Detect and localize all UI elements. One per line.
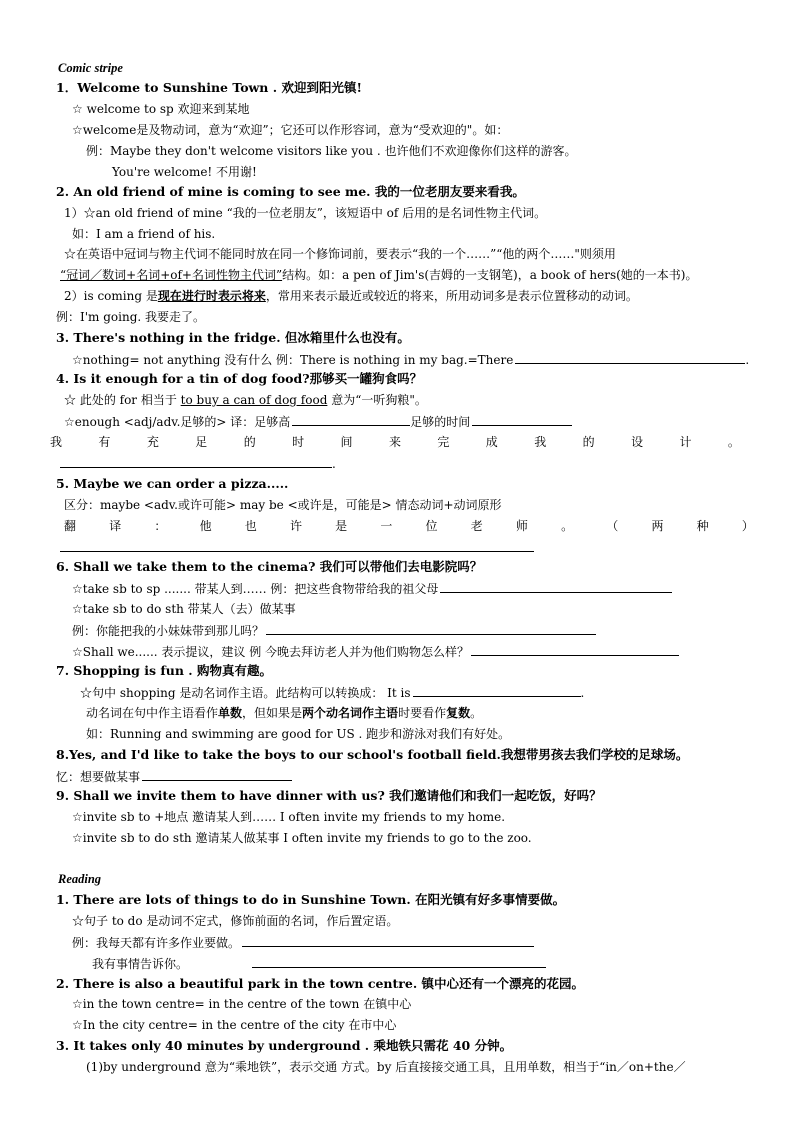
document-line: 如：Running and swimming are good for US . 跑步和游泳对我们有好处。 (86, 727, 511, 741)
text-segment: ，常用来表示最近或较近的将来，所用动词多是表示位置移动的动词。 (265, 289, 638, 303)
document-line: You're welcome! 不用谢! (112, 165, 257, 179)
text-segment: 两个动名词作主语 (302, 706, 399, 720)
spaced-char: 一 (380, 519, 393, 533)
line-text: ☆Shall we...... 表示提议，建议 例 今晚去拜访老人并为他们购物怎么样？ (72, 645, 470, 659)
line-text: ☆句中 shopping 是动名词作主语。此结构可以转换成： It is (80, 686, 411, 700)
line-text: ☆enough <adj/adv.足够的> 译：足够高 (64, 415, 291, 429)
line-text: 忆：想要做某事 (56, 770, 141, 784)
document-line: ☆句子 to do 是动词不定式，修饰前面的名词，作后置定语。 (72, 914, 399, 928)
document-line: ☆welcome是及物动词，意为“欢迎”；它还可以作形容词，意为“受欢迎的"。如： (72, 123, 509, 137)
item-heading: 5. Maybe we can order a pizza..... (56, 476, 289, 491)
spaced-char: 他 (199, 519, 212, 533)
document-line: ☆In the city centre= in the centre of the city 在市中心 (72, 1018, 397, 1032)
spaced-char: 时 (292, 435, 305, 449)
line-text: 足够的时间 (410, 415, 471, 429)
item-heading: 3. It takes only 40 minutes by underground . 乘地铁只需花 40 分钟。 (56, 1038, 513, 1053)
answer-blank (60, 539, 534, 552)
text-segment: 2）is coming 是 (64, 289, 158, 303)
document-line: ☆ welcome to sp 欢迎来到某地 (72, 102, 250, 116)
document-line (60, 267, 698, 283)
spaced-char: 两 (651, 519, 664, 533)
spaced-char: 。 (561, 519, 574, 533)
spaced-char: 译 (109, 519, 122, 533)
item-heading: 1. There are lots of things to do in Sunshine Town. 在阳光镇有好多事情要做。 (56, 892, 566, 907)
document-line: (1)by underground 意为“乘地铁”，表示交通 方式。by 后直接接交通工具，且用单数，相当于“in／on+the／ (86, 1060, 686, 1074)
document-line: ☆invite sb to do sth 邀请某人做某事 I often invite my friends to go to the zoo. (72, 831, 532, 845)
item-heading: 9. Shall we invite them to have dinner with us? 我们邀请他们和我们一起吃饭，好吗？ (56, 788, 602, 803)
spaced-char: 间 (340, 435, 353, 449)
document-line: 例：I'm going. 我要走了。 (56, 310, 206, 324)
document-line: 例：Maybe they don't welcome visitors like you . 也许他们不欢迎像你们这样的游客。 (86, 144, 577, 158)
item-heading: 6. Shall we take them to the cinema? 我们可以带他们去电影院吗？ (56, 559, 483, 574)
spaced-char: 的 (243, 435, 256, 449)
document-line (64, 413, 572, 429)
spaced-char: 。 (727, 435, 740, 449)
spaced-char: 种 (696, 519, 709, 533)
document-line (64, 392, 427, 408)
text-segment: ，但如果是 (242, 706, 303, 720)
item-heading: 4. Is it enough for a tin of dog food?那够买一罐狗食吗？ (56, 371, 423, 386)
answer-blank (440, 580, 672, 593)
document-line (58, 539, 534, 555)
line-text: 我有事情告诉你。 (92, 957, 189, 971)
line-text: 例：你能把我的小妹妹带到那儿吗？ (72, 624, 265, 638)
spaced-char: 有 (98, 435, 111, 449)
text-segment: ☆ 此处的 for 相当于 (64, 393, 181, 407)
document-line (56, 768, 292, 784)
spaced-char: ： (154, 519, 167, 533)
spaced-char: 充 (146, 435, 159, 449)
item-heading: 7. Shopping is fun . 购物真有趣。 (56, 663, 273, 678)
answer-blank (471, 643, 679, 656)
spaced-char: 是 (335, 519, 348, 533)
item-heading: 3. There's nothing in the fridge. 但冰箱里什么也没有。 (56, 330, 410, 345)
answer-blank (515, 351, 745, 364)
spaced-char: （ (606, 519, 619, 533)
line-end: . (580, 686, 585, 700)
text-segment: 动名词在句中作主语看作 (86, 706, 219, 720)
document-line (58, 455, 336, 471)
answer-blank (242, 934, 534, 947)
spaced-char: 的 (582, 435, 595, 449)
answer-blank (472, 413, 572, 426)
spaced-char: 翻 (64, 519, 77, 533)
text-segment: 意为“一听狗粮"。 (327, 393, 427, 407)
text-segment: 结构。如：a pen of Jim's(吉姆的一支钢笔)，a book of hers(她的一本书)。 (282, 268, 698, 282)
spaced-char: 我 (50, 435, 63, 449)
answer-blank (292, 413, 410, 426)
document-line (72, 934, 534, 950)
spaced-char: 完 (437, 435, 450, 449)
text-segment: to buy a can of dog food (180, 393, 328, 407)
spaced-char: 计 (679, 435, 692, 449)
spaced-char: 我 (534, 435, 547, 449)
spaced-char: 来 (388, 435, 401, 449)
document-line (80, 684, 584, 700)
document-line: ☆在英语中冠词与物主代词不能同时放在同一个修饰词前，要表示“我的一个……”“他的两个……"则须用 (64, 247, 616, 261)
document-line: ☆in the town centre= in the centre of the town 在镇中心 (72, 997, 412, 1011)
line-text: ☆nothing= not anything 没有什么 例：There is nothing in my bag.=There (72, 353, 514, 367)
document-line: 区分：maybe <adv.或许可能> may be <或许是，可能是> 情态动词+动词原形 (64, 498, 502, 512)
document-line: ☆invite sb to +地点 邀请某人到…… I often invite my friends to my home. (72, 810, 506, 824)
spaced-char: 也 (244, 519, 257, 533)
document-line: ☆take sb to do sth 带某人（去）做某事 (72, 602, 296, 616)
section-title: Reading (58, 872, 102, 886)
spaced-char: 老 (470, 519, 483, 533)
answer-blank (142, 768, 292, 781)
item-heading: 8.Yes, and I'd like to take the boys to our school's football field.我想带男孩去我们学校的足球场。 (56, 747, 689, 762)
text-segment: 。 (470, 706, 483, 720)
document-line: 1）☆an old friend of mine “我的一位老朋友”，该短语中 of 后用的是名词性物主代词。 (64, 206, 547, 220)
text-segment: 单数 (218, 706, 243, 720)
document-line (72, 351, 749, 367)
spaced-char: 足 (195, 435, 208, 449)
line-end: . (332, 457, 336, 471)
document-line (64, 518, 754, 534)
document-line (92, 955, 546, 971)
document-line (50, 434, 740, 450)
item-heading: 2. There is also a beautiful park in the town centre. 镇中心还有一个漂亮的花园。 (56, 976, 585, 991)
answer-blank (60, 455, 332, 468)
answer-blank (266, 622, 596, 635)
document-line (72, 622, 596, 638)
spaced-char: 成 (485, 435, 498, 449)
spaced-char: 许 (289, 519, 302, 533)
item-heading: 2. An old friend of mine is coming to see me. 我的一位老朋友要来看我。 (56, 184, 525, 199)
answer-blank (252, 955, 546, 968)
spaced-char: 位 (425, 519, 438, 533)
answer-blank (413, 684, 581, 697)
text-segment: “冠词／数词+名词+of+名词性物主代词” (60, 268, 283, 282)
line-text: 例：我每天都有许多作业要做。 (72, 936, 241, 950)
text-segment: 复数 (446, 706, 471, 720)
document-line (72, 580, 672, 596)
document-line (72, 643, 679, 659)
line-text: ☆take sb to sp ....... 带某人到…… 例：把这些食物带给我的祖父母 (72, 582, 439, 596)
text-segment: 现在进行时表示将来 (157, 289, 266, 303)
document-line (64, 288, 638, 304)
document-line (86, 705, 482, 721)
spaced-char: 师 (515, 519, 528, 533)
section-title: Comic stripe (58, 61, 123, 75)
item-heading: 1．Welcome to Sunshine Town . 欢迎到阳光镇! (56, 80, 362, 95)
spaced-char: 设 (631, 435, 644, 449)
line-end: . (745, 353, 750, 367)
text-segment: 时要看作 (398, 706, 447, 720)
spaced-char: ） (741, 519, 754, 533)
document-line: 如：I am a friend of his. (72, 227, 216, 241)
